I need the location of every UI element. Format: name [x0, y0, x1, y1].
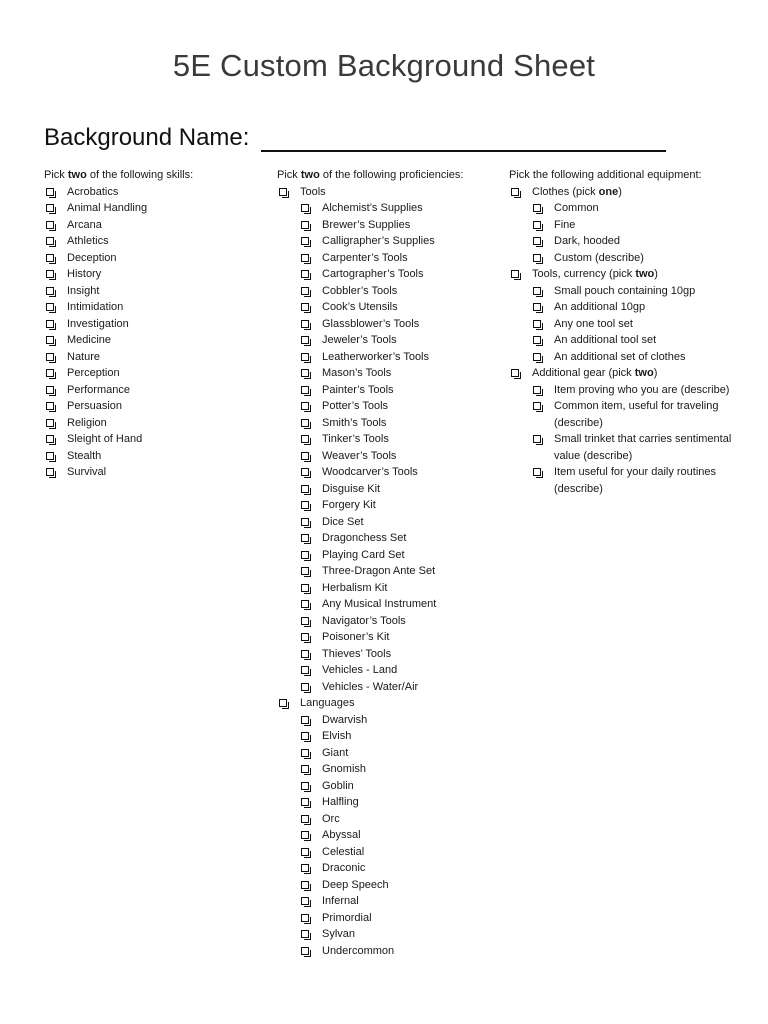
checkbox[interactable]: [533, 386, 541, 394]
skill-item-label: Arcana: [67, 218, 102, 231]
tools-currency-item-label: An additional set of clothes: [554, 350, 686, 363]
tool-item-label: Alchemist’s Supplies: [322, 202, 423, 214]
checkbox[interactable]: [301, 765, 309, 773]
language-item[interactable]: [299, 778, 497, 795]
checkbox[interactable]: [533, 468, 541, 476]
checkbox[interactable]: [301, 584, 309, 592]
tool-item[interactable]: [299, 646, 497, 663]
checkbox[interactable]: [46, 303, 54, 311]
gear-group-list: [509, 365, 749, 382]
language-item[interactable]: [299, 877, 497, 894]
tool-item[interactable]: [299, 365, 497, 382]
language-item-label: Elvish: [322, 730, 352, 742]
tool-item[interactable]: [299, 497, 497, 514]
checkbox[interactable]: [46, 270, 54, 278]
checkbox[interactable]: [533, 353, 541, 361]
language-item-label: Deep Speech: [322, 878, 389, 891]
language-item[interactable]: [299, 794, 497, 811]
checkbox[interactable]: [301, 666, 309, 674]
tool-item-label: Painter’s Tools: [322, 383, 394, 396]
checkbox[interactable]: [46, 254, 54, 262]
gear-item[interactable]: [531, 382, 754, 399]
clothes-item-label: Common: [554, 202, 599, 214]
skills-column: [44, 167, 244, 481]
checkbox[interactable]: [511, 369, 519, 377]
tools-currency-group[interactable]: Tools, currency (pick two): [509, 266, 749, 283]
tool-item[interactable]: [299, 448, 497, 465]
checkbox[interactable]: [301, 435, 309, 443]
checkbox[interactable]: [533, 435, 541, 443]
skill-item[interactable]: [44, 299, 244, 316]
tool-item[interactable]: [299, 316, 497, 333]
skill-item-label: Performance: [67, 383, 130, 396]
gear-item-label: Item useful for your daily routines (describe): [554, 466, 717, 495]
checkbox[interactable]: [46, 188, 54, 196]
tool-item[interactable]: [299, 596, 497, 613]
language-item-label: Goblin: [322, 779, 354, 792]
checkbox[interactable]: [301, 353, 309, 361]
checkbox[interactable]: [301, 782, 309, 790]
checkbox[interactable]: [301, 452, 309, 460]
tool-item[interactable]: [299, 266, 497, 283]
tool-item-label: Weaver’s Tools: [322, 449, 397, 462]
checkbox[interactable]: [533, 320, 541, 328]
checkbox[interactable]: [46, 435, 54, 443]
skill-item-label: Intimidation: [67, 301, 124, 313]
tool-item-label: Three-Dragon Ante Set: [322, 565, 436, 577]
checkbox[interactable]: [533, 303, 541, 311]
tool-item-label: Leatherworker’s Tools: [322, 350, 430, 363]
checkbox[interactable]: [46, 221, 54, 229]
checkbox[interactable]: [279, 699, 287, 707]
skill-item-label: Nature: [67, 350, 101, 363]
language-item[interactable]: [299, 910, 497, 927]
checkbox[interactable]: [46, 402, 54, 410]
clothes-item-label: Custom (describe): [554, 251, 644, 264]
language-item-label: Halfling: [322, 796, 359, 808]
skill-item-label: Deception: [67, 251, 117, 264]
checkbox[interactable]: [301, 386, 309, 394]
skill-item[interactable]: [44, 365, 244, 382]
tool-item[interactable]: [299, 233, 497, 250]
checkbox[interactable]: [301, 287, 309, 295]
skill-item-label: Investigation: [67, 317, 129, 330]
skill-item[interactable]: [44, 398, 244, 415]
tool-item-label: Dragonchess Set: [322, 532, 407, 544]
checkbox[interactable]: [533, 402, 541, 410]
tool-item[interactable]: [299, 481, 497, 498]
checkbox[interactable]: [301, 221, 309, 229]
proficiency-groups: [277, 184, 497, 201]
checkbox[interactable]: [301, 534, 309, 542]
gear-item-label: Item proving who you are (describe): [554, 383, 730, 396]
language-item[interactable]: [299, 893, 497, 910]
clothes-item-label: Fine: [554, 218, 576, 231]
clothes-group[interactable]: Clothes (pick one): [509, 184, 749, 201]
tools-currency-item-label: An additional tool set: [554, 334, 657, 346]
checkbox[interactable]: [301, 402, 309, 410]
language-item[interactable]: [299, 761, 497, 778]
skill-item[interactable]: [44, 332, 244, 349]
language-item-label: Giant: [322, 746, 349, 759]
language-item[interactable]: [299, 860, 497, 877]
tools-currency-item[interactable]: [531, 299, 749, 316]
tools-currency-item[interactable]: [531, 332, 749, 349]
tool-item[interactable]: [299, 530, 497, 547]
languages-group[interactable]: Languages: [277, 695, 497, 712]
tool-item-label: Herbalism Kit: [322, 581, 388, 594]
tool-item-label: Forgery Kit: [322, 499, 376, 511]
background-name-label: Background Name:: [44, 124, 250, 151]
tool-item-label: Vehicles - Land: [322, 664, 398, 676]
checkbox[interactable]: [46, 287, 54, 295]
skills-list: [44, 184, 244, 481]
tool-item[interactable]: [299, 200, 497, 217]
skill-item-label: Survival: [67, 466, 107, 478]
tools-currency-item[interactable]: [531, 316, 749, 333]
checkbox[interactable]: [46, 369, 54, 377]
skill-item-label: Sleight of Hand: [67, 433, 143, 445]
checkbox[interactable]: [301, 551, 309, 559]
language-item[interactable]: [299, 811, 497, 828]
tool-item-label: Potter’s Tools: [322, 400, 389, 412]
tool-item-label: Cook’s Utensils: [322, 301, 398, 313]
language-item-label: Draconic: [322, 862, 366, 874]
tool-item[interactable]: [299, 613, 497, 630]
checkbox[interactable]: [301, 369, 309, 377]
tool-item[interactable]: [299, 299, 497, 316]
checkbox[interactable]: [301, 914, 309, 922]
tool-item[interactable]: [299, 547, 497, 564]
tool-item-label: Poisoner’s Kit: [322, 631, 390, 643]
checkbox[interactable]: [533, 336, 541, 344]
tool-item[interactable]: [299, 629, 497, 646]
checkbox[interactable]: [511, 270, 519, 278]
skill-item[interactable]: [44, 415, 244, 432]
checkbox[interactable]: [301, 881, 309, 889]
checkbox[interactable]: [533, 287, 541, 295]
checkbox[interactable]: [301, 204, 309, 212]
checkbox[interactable]: [301, 831, 309, 839]
checkbox[interactable]: [46, 237, 54, 245]
clothes-item[interactable]: [531, 233, 749, 250]
skill-item[interactable]: [44, 349, 244, 366]
checkbox[interactable]: [46, 320, 54, 328]
language-item-label: Gnomish: [322, 763, 367, 775]
checkbox[interactable]: [301, 320, 309, 328]
skill-item[interactable]: [44, 184, 244, 201]
skill-item[interactable]: [44, 448, 244, 465]
tools-list: [299, 200, 497, 695]
skill-item-label: Athletics: [67, 235, 109, 247]
skill-item[interactable]: [44, 266, 244, 283]
checkbox[interactable]: [301, 336, 309, 344]
clothes-list: [531, 200, 749, 266]
checkbox[interactable]: [301, 485, 309, 493]
tool-item-label: Glassblower’s Tools: [322, 317, 420, 330]
gear-item-label: Common item, useful for traveling (describe): [554, 400, 719, 429]
checkbox[interactable]: [301, 683, 309, 691]
checkbox[interactable]: [301, 798, 309, 806]
language-item-label: Sylvan: [322, 928, 356, 940]
checkbox[interactable]: [301, 864, 309, 872]
tool-item-label: Any Musical Instrument: [322, 598, 437, 610]
skill-item-label: Persuasion: [67, 400, 123, 412]
skill-item-label: Medicine: [67, 334, 112, 346]
tool-item-label: Calligrapher’s Supplies: [322, 235, 435, 247]
language-item[interactable]: [299, 827, 497, 844]
language-item-label: Orc: [322, 812, 340, 825]
gear-list: [509, 382, 749, 498]
checkbox[interactable]: [301, 419, 309, 427]
tool-item[interactable]: [299, 283, 497, 300]
tools-currency-item-label: An additional 10gp: [554, 301, 646, 313]
tool-item[interactable]: [299, 398, 497, 415]
skill-item[interactable]: [44, 250, 244, 267]
skill-item[interactable]: [44, 217, 244, 234]
tool-item-label: Mason’s Tools: [322, 367, 392, 379]
tools-currency-item[interactable]: [531, 283, 749, 300]
tool-item[interactable]: [299, 349, 497, 366]
tool-item[interactable]: [299, 382, 497, 399]
clothes-item[interactable]: [531, 200, 749, 217]
clothes-item[interactable]: [531, 250, 749, 267]
checkbox[interactable]: [301, 716, 309, 724]
skill-item-label: Acrobatics: [67, 185, 119, 198]
skill-item[interactable]: [44, 233, 244, 250]
checkbox[interactable]: [46, 353, 54, 361]
language-item-label: Dwarvish: [322, 713, 368, 726]
clothes-item[interactable]: [531, 217, 749, 234]
equipment-heading: Pick the following additional equipment:: [509, 169, 702, 181]
checkbox[interactable]: [301, 617, 309, 625]
tools-currency-list: [531, 283, 749, 366]
tool-item-label: Carpenter’s Tools: [322, 251, 408, 264]
tool-item-label: Vehicles - Water/Air: [322, 680, 419, 693]
checkbox[interactable]: [301, 468, 309, 476]
tool-item[interactable]: [299, 431, 497, 448]
checkbox[interactable]: [533, 221, 541, 229]
tool-item[interactable]: [299, 580, 497, 597]
language-item[interactable]: [299, 844, 497, 861]
tool-item-label: Brewer’s Supplies: [322, 218, 411, 231]
clothes-group-list: [509, 184, 749, 201]
tool-item-label: Cartographer’s Tools: [322, 268, 424, 280]
gear-item[interactable]: [531, 431, 754, 464]
checkbox[interactable]: [301, 600, 309, 608]
language-item-label: Undercommon: [322, 944, 395, 957]
tools-currency-item-label: Small pouch containing 10gp: [554, 284, 696, 297]
language-item-label: Primordial: [322, 911, 372, 924]
checkbox[interactable]: [301, 749, 309, 757]
checkbox[interactable]: [46, 452, 54, 460]
language-item[interactable]: [299, 745, 497, 762]
tools-currency-item-label: Any one tool set: [554, 317, 633, 330]
checkbox[interactable]: [511, 188, 519, 196]
checkbox[interactable]: [46, 419, 54, 427]
tool-item[interactable]: [299, 415, 497, 432]
checkbox[interactable]: [46, 386, 54, 394]
language-item[interactable]: [299, 926, 497, 943]
checkbox[interactable]: [301, 303, 309, 311]
proficiencies-heading: Pick two of the following proficiencies:: [277, 169, 464, 181]
checkbox[interactable]: [301, 930, 309, 938]
tool-item-label: Thieves’ Tools: [322, 647, 392, 660]
tool-item[interactable]: [299, 464, 497, 481]
checkbox[interactable]: [533, 204, 541, 212]
skill-item[interactable]: [44, 431, 244, 448]
tool-item-label: Playing Card Set: [322, 548, 405, 561]
language-item[interactable]: [299, 728, 497, 745]
background-name-field[interactable]: [261, 124, 666, 152]
language-item[interactable]: [299, 712, 497, 729]
skill-item-label: Stealth: [67, 449, 102, 462]
background-name-row: [44, 124, 666, 152]
skill-item-label: Animal Handling: [67, 202, 148, 214]
checkbox[interactable]: [301, 501, 309, 509]
checkbox[interactable]: [301, 270, 309, 278]
checkbox[interactable]: [301, 567, 309, 575]
languages-list: [299, 712, 497, 960]
gear-item-label: Small trinket that carries sentimental value (describe): [554, 433, 732, 462]
tool-item-label: Tinker’s Tools: [322, 433, 389, 445]
language-item-label: Celestial: [322, 845, 365, 858]
checkbox[interactable]: [301, 650, 309, 658]
skill-item[interactable]: [44, 382, 244, 399]
tool-item-label: Navigator’s Tools: [322, 614, 406, 627]
tool-item[interactable]: [299, 332, 497, 349]
tools-currency-item[interactable]: [531, 349, 749, 366]
language-item[interactable]: [299, 943, 497, 960]
gear-group[interactable]: Additional gear (pick two): [509, 365, 749, 382]
tool-item[interactable]: [299, 679, 497, 696]
page-title: 5E Custom Background Sheet: [172, 48, 596, 83]
tools-currency-group-list: [509, 266, 749, 283]
skill-item-label: History: [67, 268, 102, 280]
checkbox[interactable]: [279, 188, 287, 196]
skill-item-label: Perception: [67, 367, 120, 379]
checkbox[interactable]: [301, 815, 309, 823]
tool-item-label: Smith’s Tools: [322, 416, 387, 429]
tool-item[interactable]: [299, 563, 497, 580]
skill-item-label: Insight: [67, 284, 100, 297]
tool-item-label: Woodcarver’s Tools: [322, 466, 418, 478]
tool-item[interactable]: [299, 217, 497, 234]
tool-item[interactable]: [299, 662, 497, 679]
tool-item-label: Cobbler’s Tools: [322, 284, 398, 297]
checkbox[interactable]: [46, 336, 54, 344]
skill-item[interactable]: [44, 283, 244, 300]
tools-group[interactable]: Tools: [277, 184, 497, 201]
checkbox[interactable]: [301, 947, 309, 955]
checkbox[interactable]: [301, 732, 309, 740]
gear-item[interactable]: [531, 398, 754, 431]
checkbox[interactable]: [301, 897, 309, 905]
checkbox[interactable]: [301, 237, 309, 245]
tool-item-label: Disguise Kit: [322, 482, 381, 495]
proficiencies-column: [277, 167, 497, 959]
checkbox[interactable]: [301, 848, 309, 856]
skill-item[interactable]: [44, 464, 244, 481]
skill-item[interactable]: [44, 316, 244, 333]
language-item-label: Infernal: [322, 895, 359, 907]
checkbox[interactable]: [46, 468, 54, 476]
checkbox[interactable]: [301, 254, 309, 262]
checkbox[interactable]: [301, 633, 309, 641]
skill-item-label: Religion: [67, 416, 107, 429]
checkbox[interactable]: [301, 518, 309, 526]
equipment-column: [509, 167, 749, 497]
checkbox[interactable]: [533, 254, 541, 262]
tool-item-label: Jeweler’s Tools: [322, 334, 397, 346]
skills-heading: Pick two of the following skills:: [44, 169, 194, 181]
clothes-item-label: Dark, hooded: [554, 235, 621, 247]
proficiency-groups-2: [277, 695, 497, 712]
checkbox[interactable]: [533, 237, 541, 245]
tool-item-label: Dice Set: [322, 515, 364, 528]
tool-item[interactable]: [299, 250, 497, 267]
tool-item[interactable]: [299, 514, 497, 531]
skill-item[interactable]: [44, 200, 244, 217]
gear-item[interactable]: [531, 464, 754, 497]
language-item-label: Abyssal: [322, 829, 361, 841]
checkbox[interactable]: [46, 204, 54, 212]
